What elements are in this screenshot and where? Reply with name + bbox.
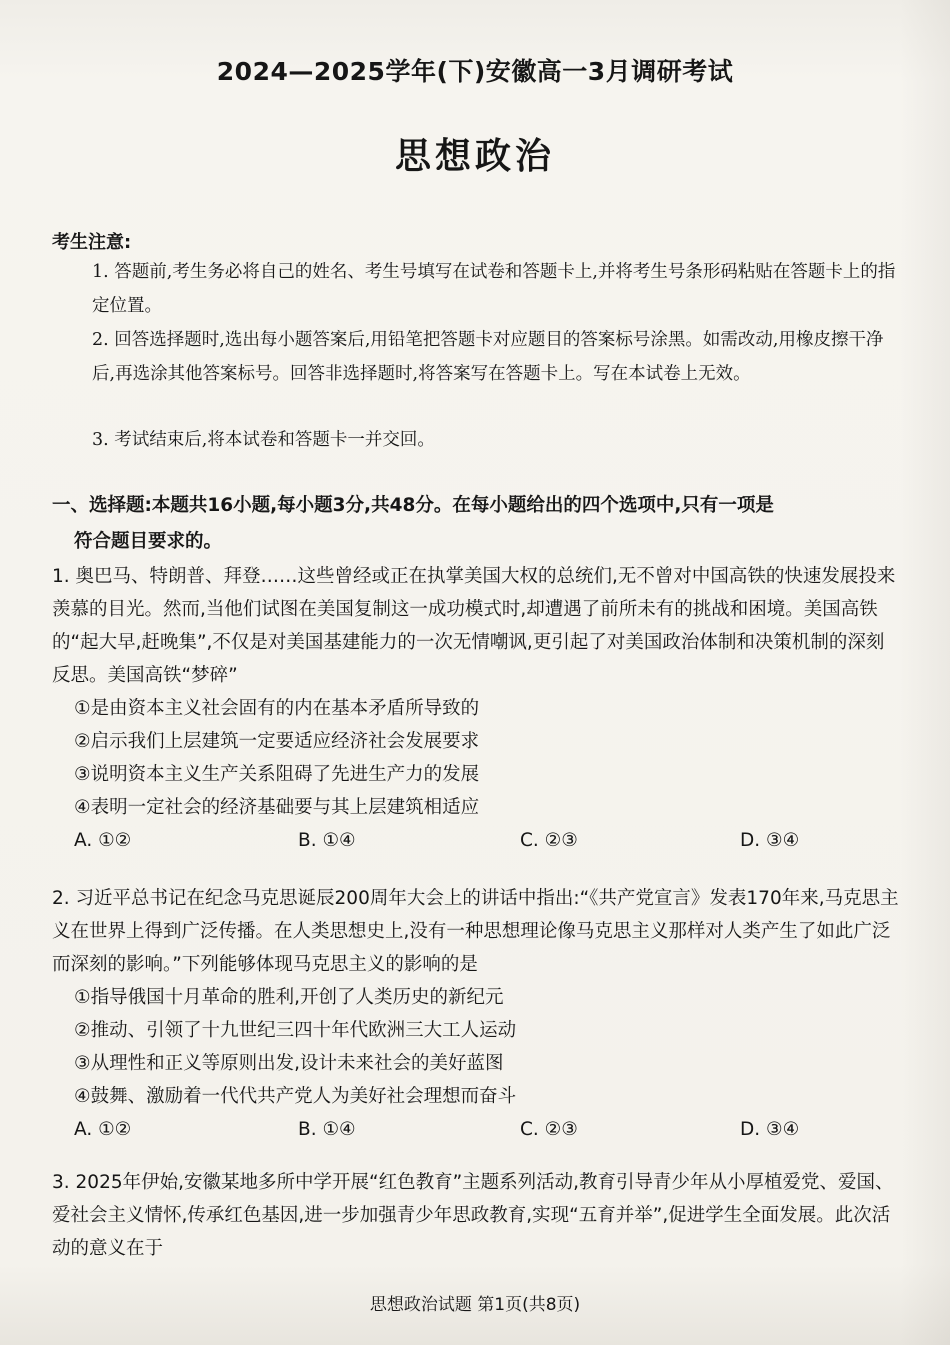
choice-b: B. ①④ — [298, 1119, 356, 1140]
question-option: ①是由资本主义社会固有的内在基本矛盾所导致的 — [74, 698, 480, 719]
scan-edge-shadow — [900, 0, 950, 1345]
question-1 — [52, 560, 902, 857]
choice-d: D. ③④ — [740, 1119, 800, 1140]
subject-title: 思想政治 — [394, 136, 555, 177]
question-option: ②推动、引领了十九世纪三四十年代欧洲三大工人运动 — [74, 1020, 517, 1041]
section-heading — [52, 488, 907, 560]
question-option: ②启示我们上层建筑一定要适应经济社会发展要求 — [74, 731, 480, 752]
question-option: ①指导俄国十月革命的胜利,开创了人类历史的新纪元 — [74, 987, 504, 1008]
choice-c: C. ②③ — [520, 830, 578, 851]
answer-choices — [52, 824, 902, 857]
choice-c: C. ②③ — [520, 1119, 578, 1140]
notice-item-3: 3. 考试结束后,将本试卷和答题卡一并交回。 — [92, 430, 435, 450]
question-option: ③说明资本主义生产关系阻碍了先进生产力的发展 — [74, 764, 480, 785]
section-heading-line2: 符合题目要求的。 — [74, 531, 223, 552]
question-2 — [52, 882, 902, 1146]
section-heading-line1: 一、选择题:本题共16小题,每小题3分,共48分。在每小题给出的四个选项中,只有一项是 — [52, 495, 774, 516]
notice-item-2: 2. 回答选择题时,选出每小题答案后,用铅笔把答题卡对应题目的答案标号涂黑。如需改动,用橡皮擦干净后,再选涂其他答案标号。回答非选择题时,将答案写在答题卡上。写在本试卷上无效。 — [92, 330, 884, 384]
question-stem: 2. 习近平总书记在纪念马克思诞辰200周年大会上的讲话中指出:“《共产党宣言》发表170年来,马克思主义在世界上得到广泛传播。在人类思想史上,没有一种思想理论像马克思主义那样对人类产生了如此广泛而深刻的影响。”下列能够体现马克思主义的影响的是 — [52, 888, 899, 975]
page-footer: 思想政治试题 第1页(共8页) — [369, 1295, 581, 1315]
exam-title: 2024—2025学年(下)安徽高一3月调研考试 — [216, 57, 734, 86]
choice-d: D. ③④ — [740, 830, 800, 851]
question-option: ④鼓舞、激励着一代代共产党人为美好社会理想而奋斗 — [74, 1086, 517, 1107]
question-3 — [52, 1166, 902, 1265]
choice-a: A. ①② — [74, 1119, 132, 1140]
question-stem: 3. 2025年伊始,安徽某地多所中学开展“红色教育”主题系列活动,教育引导青少年从小厚植爱党、爱国、爱社会主义情怀,传承红色基因,进一步加强青少年思政教育,实现“五育并举”,促进学生全面发展。此次活动的意义在于 — [52, 1172, 894, 1259]
notice-item-1: 1. 答题前,考生务必将自己的姓名、考生号填写在试卷和答题卡上,并将考生号条形码粘贴在答题卡上的指定位置。 — [92, 262, 896, 316]
notice-title: 考生注意: — [52, 232, 132, 253]
choice-b: B. ①④ — [298, 830, 356, 851]
answer-choices — [52, 1113, 902, 1146]
question-option: ④表明一定社会的经济基础要与其上层建筑相适应 — [74, 797, 480, 818]
question-option: ③从理性和正义等原则出发,设计未来社会的美好蓝图 — [74, 1053, 504, 1074]
choice-a: A. ①② — [74, 830, 132, 851]
question-stem: 1. 奥巴马、特朗普、拜登……这些曾经或正在执掌美国大权的总统们,无不曾对中国高铁的快速发展投来羡慕的目光。然而,当他们试图在美国复制这一成功模式时,却遭遇了前所未有的挑战和困境。美国高铁的“起大早,赶晚集”,不仅是对美国基建能力的一次无情嘲讽,更引起了对美国政治体制和决策机制的深刻反思。美国高铁“梦碎” — [52, 566, 896, 686]
